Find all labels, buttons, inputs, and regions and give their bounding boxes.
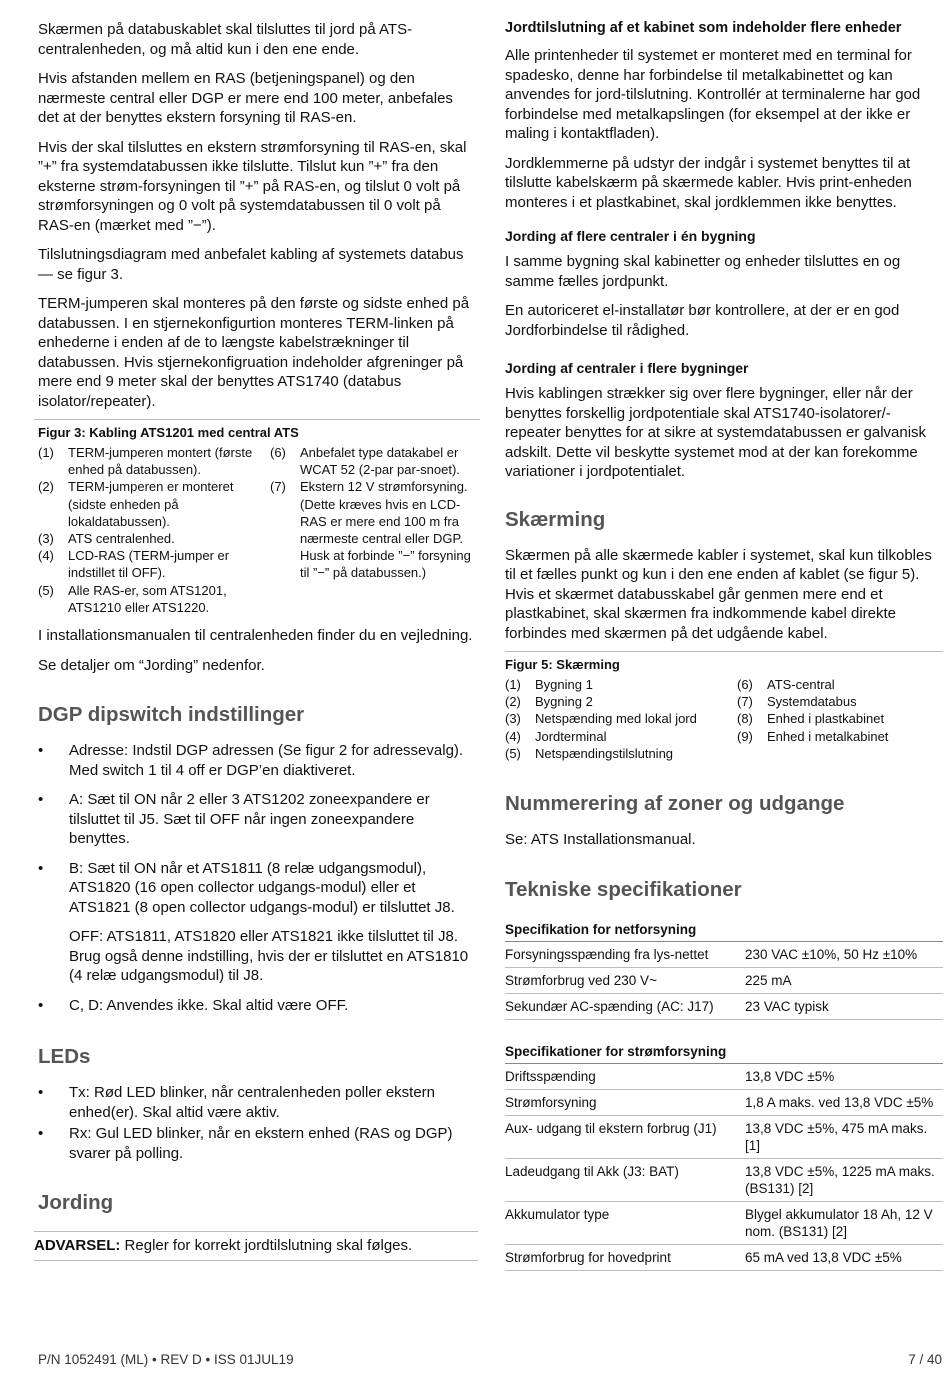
list-item [38, 1083, 476, 1122]
legend-number: (3) [38, 531, 54, 547]
legend-text: Netspændingstilslutning [535, 745, 674, 761]
paragraph: Skærmen på databuskablet skal tilsluttes til jord på ATS-centralenheden, og må altid kun i den ene ende. [38, 21, 413, 58]
table-row [505, 1089, 943, 1115]
dgp-bullet-list [38, 741, 476, 1015]
table-row [505, 1201, 943, 1244]
legend-number: (4) [38, 548, 54, 564]
legend-item [38, 547, 270, 581]
legend-item [737, 693, 943, 710]
legend-text: Alle RAS-er, som ATS1201, ATS1210 eller ATS1220. [68, 582, 227, 615]
list-item [38, 1124, 476, 1163]
legend-text: Systemdatabus [767, 694, 857, 710]
table-row [505, 967, 943, 993]
bullet-icon: • [38, 742, 44, 760]
legend-item [505, 745, 737, 762]
warning-text: Regler for korrekt jordtilslutning skal følges. [120, 1237, 413, 1255]
table-row [505, 1064, 943, 1090]
figure-3-legend [34, 419, 480, 616]
legend-text: Bygning 1 [535, 677, 593, 692]
right-column [505, 20, 943, 1271]
spec-table-title: Specifikation for netforsyning [505, 922, 943, 942]
legend-item [270, 478, 476, 581]
legend-item [505, 693, 737, 710]
section-heading-skaerming: Skærming [505, 507, 606, 531]
spec-label: Aux- udgang til ekstern forbrug (J1) [505, 1115, 745, 1158]
section-heading-jording: Jording [38, 1191, 114, 1215]
spec-value: 23 VAC typisk [745, 993, 943, 1019]
legend-item [737, 728, 943, 745]
paragraph: Se: ATS Installationsmanual. [505, 831, 696, 849]
legend-number: (5) [505, 745, 521, 761]
legend-number: (9) [737, 728, 753, 744]
warning-label: ADVARSEL: [34, 1237, 121, 1255]
legend-item [38, 530, 270, 547]
figure-5-legend [505, 651, 943, 762]
table-row [505, 993, 943, 1019]
paragraph: Hvis afstanden mellem en RAS (betjeningspanel) og den nærmeste central eller DGP er mere end 100 meter, anbefales det at der benyttes ekstern forsyning til RAS-en. [38, 70, 453, 126]
legend-text: LCD-RAS (TERM-jumper er indstillet til OFF). [68, 548, 230, 581]
spec-table-mains [505, 942, 943, 1020]
legend-number: (5) [38, 582, 54, 598]
footer-part-number: P/N 1052491 (ML) • REV D • ISS 01JUL19 [38, 1352, 294, 1367]
spec-label: Ladeudgang til Akk (J3: BAT) [505, 1158, 745, 1201]
spec-value: 65 mA ved 13,8 VDC ±5% [745, 1244, 943, 1270]
legend-text: TERM-jumperen montert (første enhed på databussen). [68, 445, 253, 478]
section-heading-dgp: DGP dipswitch indstillinger [38, 703, 305, 727]
legend-text: Anbefalet type datakabel er WCAT 52 (2-par par-snoet). [300, 445, 460, 478]
legend-number: (4) [505, 728, 521, 744]
bullet-icon: • [38, 1084, 44, 1102]
spec-value: 230 VAC ±10%, 50 Hz ±10% [745, 942, 943, 968]
spec-value: 13,8 VDC ±5%, 1225 mA maks. (BS131) [2] [745, 1158, 943, 1201]
legend-text: TERM-jumperen er monteret (sidste enheden på lokaldatabussen). [68, 479, 234, 529]
paragraph: Hvis der skal tilsluttes en ekstern strømforsyning til RAS-en, skal ”+” fra systemdatabussen ikke tilslutte. Tilslut kun ”+” fra den eksterne strøm-forsyningen til ”+” på RAS-en, og tilslut 0 volt på strømforsyningen og 0 volt på systemdatabussen til 0 volt på RAS-en (mærket med ”−”). [38, 138, 467, 234]
figure-3-legend-col-2 [270, 444, 476, 616]
list-item [38, 859, 476, 918]
legend-text: Bygning 2 [535, 694, 593, 710]
legend-item [270, 444, 476, 478]
legend-number: (1) [505, 677, 521, 692]
list-item-text: Adresse: Indstil DGP adressen (Se figur 2 for adressevalg). Med switch 1 til 4 off er DGP’en diaktiveret. [69, 742, 464, 779]
bullet-icon: • [38, 1125, 44, 1143]
spec-label: Forsyningsspænding fra lys-nettet [505, 942, 745, 968]
paragraph: Alle printenheder til systemet er monteret med en terminal for spadesko, denne har forbindelse til metalkabinettet og kan anvendes for jord-tilslutning. Kontrollér at terminalerne har god forbindelse med metalkapslingen (for eksempel at der ikke er maling i kontaktfladen). [505, 47, 921, 142]
footer-page-number: 7 / 40 [908, 1352, 942, 1367]
paragraph: Jordklemmerne på udstyr der indgår i systemet benyttes til at tilslutte kabelskærm på skærmede kabler. Hvis print-enheden monteres i et plastkabinet, skal jordklemmen ikke benyttes. [505, 154, 912, 211]
figure-5-legend-col-2 [737, 676, 943, 762]
list-item [38, 790, 476, 849]
legend-number: (6) [270, 445, 286, 460]
legend-text: Enhed i metalkabinet [767, 728, 889, 744]
spec-value: 13,8 VDC ±5% [745, 1064, 943, 1090]
legend-text: Jordterminal [535, 728, 607, 744]
figure-5-legend-col-1 [505, 676, 737, 762]
paragraph: Tilslutningsdiagram med anbefalet kabling af systemets databus — se figur 3. [38, 246, 464, 283]
subheading-same-building: Jording af flere centraler i én bygning [505, 228, 756, 244]
legend-item [38, 478, 270, 530]
figure-3-legend-col-1 [38, 444, 270, 616]
spec-value: Blygel akkumulator 18 Ah, 12 V nom. (BS131) [2] [745, 1201, 943, 1244]
legend-text: Netspænding med lokal jord [535, 711, 697, 727]
spec-value: 225 mA [745, 967, 943, 993]
legend-number: (6) [737, 677, 753, 692]
table-row [505, 1244, 943, 1270]
list-item-text: A: Sæt til ON når 2 eller 3 ATS1202 zoneexpandere er tilsluttet til J5. Sæt til OFF når ingen zoneexpandere benyttes. [69, 791, 430, 848]
table-row [505, 1158, 943, 1201]
subheading-multi-building: Jording af centraler i flere bygninger [505, 360, 749, 376]
paragraph: Skærmen på alle skærmede kabler i systemet, skal kun tilkobles til et fælles punkt og kun i den ene enden af kablet (se figur 5). Hvis et skærmet databusskabel går genmen mere end et plastkabinet, skal skærmen fra indkommende kabel direkte forbindes med skærmen på det udgående kabel. [505, 546, 932, 642]
legend-text: Ekstern 12 V strømforsyning. (Dette kræves hvis en LCD-RAS er mere end 100 m fra nærmeste central eller DGP. Husk at forbinde ”−” forsyning til ”−” på databussen.) [300, 479, 471, 581]
legend-number: (8) [737, 711, 753, 727]
legend-number: (2) [38, 479, 54, 495]
list-item-text: C, D: Anvendes ikke. Skal altid være OFF. [69, 996, 349, 1014]
warning-box [34, 1231, 478, 1261]
paragraph: Hvis kablingen strækker sig over flere bygninger, eller når der benyttes forskellig jordpotentiale skal ATS1740-isolatorer/-repeater benyttes for at sikre at systemdatabussen er galvanisk adskilt. Dette vil beskytte systemet mod at der kan forekomme variationer i jordpotentialet. [505, 385, 927, 480]
bullet-icon: • [38, 859, 44, 877]
paragraph: I samme bygning skal kabinetter og enheder tilsluttes en og samme fælles jordpunkt. [505, 253, 901, 290]
table-row [505, 942, 943, 968]
spec-label: Driftsspænding [505, 1064, 745, 1090]
legend-item [505, 728, 737, 745]
legend-item [38, 582, 270, 616]
paragraph: I installationsmanualen til centralenheden finder du en vejledning. [38, 627, 473, 645]
left-column [34, 20, 476, 1261]
list-item [38, 996, 476, 1016]
legend-number: (2) [505, 694, 521, 710]
legend-text: Enhed i plastkabinet [767, 711, 885, 727]
legend-item [737, 710, 943, 727]
legend-number: (7) [737, 694, 753, 710]
spec-value: 1,8 A maks. ved 13,8 VDC ±5% [745, 1089, 943, 1115]
paragraph: Se detaljer om “Jording” nedenfor. [38, 656, 265, 674]
legend-number: (3) [505, 711, 521, 727]
list-item-continuation [38, 927, 476, 986]
spec-value: 13,8 VDC ±5%, 475 mA maks. [1] [745, 1115, 943, 1158]
subheading-cabinet: Jordtilslutning af et kabinet som indeholder flere enheder [505, 20, 902, 36]
leds-bullet-list [38, 1083, 476, 1163]
figure-3-title: Figur 3: Kabling ATS1201 med central ATS [34, 419, 480, 440]
section-heading-numbering: Nummerering af zoner og udgange [505, 792, 845, 816]
spec-label: Sekundær AC-spænding (AC: J17) [505, 993, 745, 1019]
spec-table-title: Specifikationer for strømforsyning [505, 1044, 943, 1064]
bullet-icon: • [38, 791, 44, 809]
legend-text: ATS centralenhed. [68, 531, 175, 547]
spec-label: Strømforsyning [505, 1089, 745, 1115]
list-item-text: Rx: Gul LED blinker, når en ekstern enhed (RAS og DGP) svarer på polling. [69, 1125, 453, 1162]
figure-5-title: Figur 5: Skærming [505, 651, 943, 672]
list-item [38, 741, 476, 780]
list-item-text: B: Sæt til ON når et ATS1811 (8 relæ udgangsmodul), ATS1820 (16 open collector udgangs-modul) eller et ATS1821 (8 open collector udgangs-modul) er tilsluttet J8. [69, 859, 455, 916]
paragraph: TERM-jumperen skal monteres på den første og sidste enhed på databussen. I en stjernekonfigurtion monteres TERM-linken på enhederne i enden af de to længste kabelstrækninger til databussen. Hvis stjernekonfigruation indeholder afgreninger på mere end 9 meter skal der benyttes ATS1740 (databus isolator/repeater). [38, 295, 470, 410]
table-row [505, 1115, 943, 1158]
legend-item [38, 444, 270, 478]
legend-number: (7) [270, 479, 286, 495]
spec-label: Akkumulator type [505, 1201, 745, 1244]
spec-label: Strømforbrug ved 230 V~ [505, 967, 745, 993]
legend-item [737, 676, 943, 693]
bullet-icon: • [38, 996, 44, 1014]
legend-text: ATS-central [767, 677, 835, 692]
section-heading-leds: LEDs [38, 1045, 91, 1069]
legend-item [505, 710, 737, 727]
paragraph: En autoriceret el-installatør bør kontrollere, at der er en god Jordforbindelse til rådighed. [505, 302, 900, 339]
list-item-text: Tx: Rød LED blinker, når centralenheden poller ekstern enhed(er). Skal altid være aktiv. [69, 1084, 436, 1121]
list-item-text: OFF: ATS1811, ATS1820 eller ATS1821 ikke tilsluttet til J8. Brug også denne indstilling, hvis der er tilsluttet en ATS1810 (4 relæ udgangsmodul) til J8. [69, 928, 469, 985]
legend-item [505, 676, 737, 693]
spec-table-power [505, 1064, 943, 1271]
section-heading-tech: Tekniske specifikationer [505, 877, 742, 901]
legend-number: (1) [38, 445, 54, 460]
spec-label: Strømforbrug for hovedprint [505, 1244, 745, 1270]
